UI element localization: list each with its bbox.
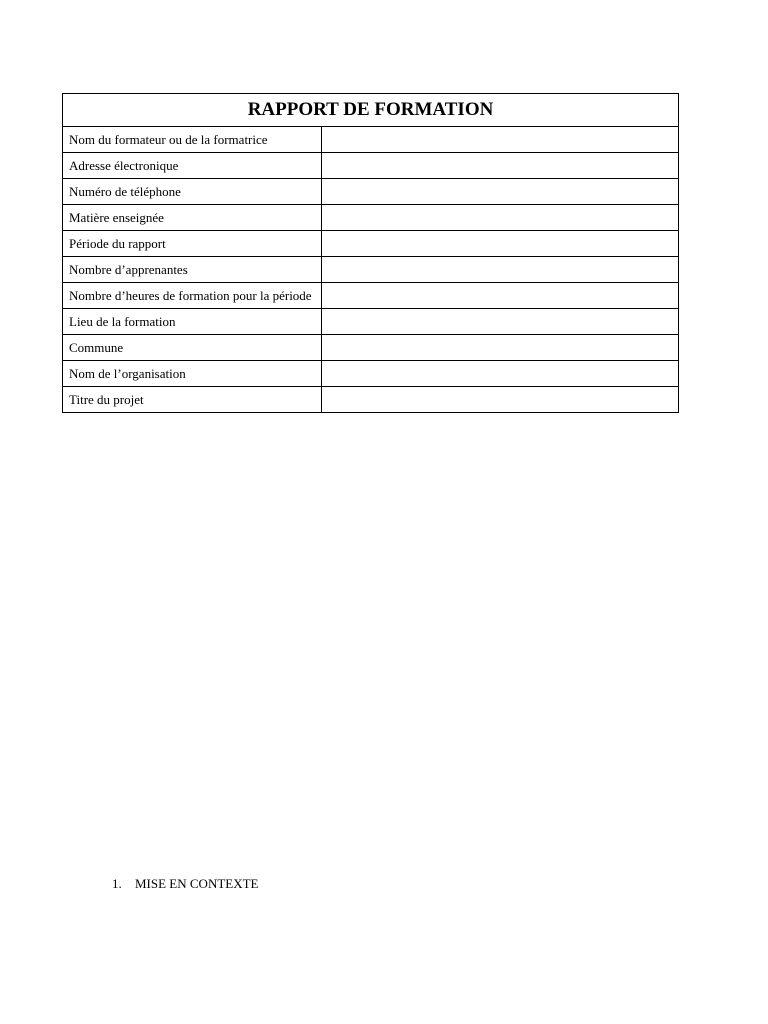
field-value-trainer-name[interactable] (322, 127, 679, 153)
field-value-learner-count[interactable] (322, 257, 679, 283)
field-label-learner-count: Nombre d’apprenantes (63, 257, 322, 283)
field-label-subject: Matière enseignée (63, 205, 322, 231)
table-row (63, 335, 679, 361)
report-title: RAPPORT DE FORMATION (63, 94, 679, 127)
field-value-location[interactable] (322, 309, 679, 335)
field-label-training-hours: Nombre d’heures de formation pour la période (63, 283, 322, 309)
table-row (63, 153, 679, 179)
table-row (63, 361, 679, 387)
field-value-project-title[interactable] (322, 387, 679, 413)
table-row (63, 179, 679, 205)
table-row (63, 127, 679, 153)
field-value-email[interactable] (322, 153, 679, 179)
table-row (63, 283, 679, 309)
field-value-phone[interactable] (322, 179, 679, 205)
section-title: MISE EN CONTEXTE (135, 876, 259, 891)
field-value-commune[interactable] (322, 335, 679, 361)
field-label-organisation: Nom de l’organisation (63, 361, 322, 387)
field-label-phone: Numéro de téléphone (63, 179, 322, 205)
field-value-organisation[interactable] (322, 361, 679, 387)
table-row (63, 205, 679, 231)
table-row (63, 231, 679, 257)
section-number: 1. (112, 876, 122, 891)
table-row (63, 309, 679, 335)
field-label-commune: Commune (63, 335, 322, 361)
table-row (63, 257, 679, 283)
report-form-table (62, 93, 679, 413)
field-value-period[interactable] (322, 231, 679, 257)
field-label-period: Période du rapport (63, 231, 322, 257)
section-heading (112, 875, 259, 893)
field-value-training-hours[interactable] (322, 283, 679, 309)
field-value-subject[interactable] (322, 205, 679, 231)
field-label-project-title: Titre du projet (63, 387, 322, 413)
table-row (63, 387, 679, 413)
field-label-email: Adresse électronique (63, 153, 322, 179)
field-label-location: Lieu de la formation (63, 309, 322, 335)
field-label-trainer-name: Nom du formateur ou de la formatrice (63, 127, 322, 153)
